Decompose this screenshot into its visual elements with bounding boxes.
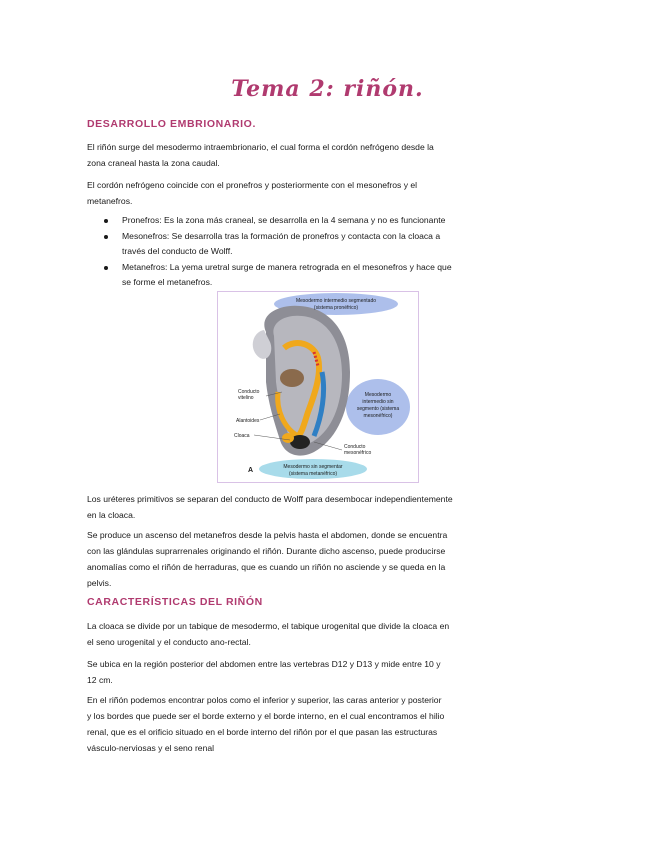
label-pronefrico-sub: (sistema pronéfrico) xyxy=(313,305,359,311)
label-mesonefrico: Mesodermo xyxy=(364,392,392,398)
text-line: el seno urogenital y el conducto ano-rectal. xyxy=(87,637,251,647)
paragraph-cordon xyxy=(87,177,527,209)
label-mesonefrico-2: intermedio sin xyxy=(362,399,394,405)
embryo-figure xyxy=(217,291,419,483)
text-line: con las glándulas suprarrenales originando el riñón. Durante dicho ascenso, puede producirse xyxy=(87,546,446,556)
section-heading-desarrollo: DESARROLLO EMBRIONARIO. xyxy=(87,118,256,130)
label-alantoides: Alantoides xyxy=(236,418,260,424)
text-line: en la cloaca. xyxy=(87,510,136,520)
text-line: Pronefros: Es la zona más craneal, se desarrolla en la 4 semana y no es funcionante xyxy=(122,215,446,225)
label-mesonefrico-3: segmento (sistema xyxy=(356,406,400,412)
text-line: vásculo-nerviosas y el seno renal xyxy=(87,743,215,753)
text-line: 12 cm. xyxy=(87,675,113,685)
text-line: En el riñón podemos encontrar polos como el inferior y superior, las caras anterior y posterior xyxy=(87,695,442,705)
paragraph-polos xyxy=(87,692,527,756)
text-line: Metanefros: La yema uretral surge de manera retrograda en el mesonefros y hace que xyxy=(122,261,452,272)
paragraph-ureteres xyxy=(87,491,527,523)
list-item xyxy=(87,213,527,229)
text-line: Se ubica en la región posterior del abdomen entre las vertebras D12 y D13 y mide entre 10 y xyxy=(87,659,441,669)
label-panel-a: A xyxy=(248,467,254,474)
label-mesonefrico-4: mesonéfrico) xyxy=(363,413,393,419)
text-line: renal, que es el orificio situado en el borde interno del riñón por el que pasan las estructuras xyxy=(87,727,438,737)
paragraph-ascenso xyxy=(87,527,527,591)
text-line: través del conducto de Wolff. xyxy=(122,246,233,256)
label-conducto-vitelino-sub: vitelino xyxy=(238,395,254,401)
list-item xyxy=(87,229,527,260)
text-line: anomalías como el riñón de herraduras, que es cuando un riñón no asciende y se queda en la xyxy=(87,562,446,572)
text-line: La cloaca se divide por un tabique de mesodermo, el tabique urogenital que divide la cloaca en xyxy=(87,621,450,631)
page-title: Tema 2: riñón. xyxy=(231,76,424,102)
text-line: El cordón nefrógeno coincide con el pronefros y posteriormente con el mesonefros y el xyxy=(87,180,418,190)
label-conducto-vitelino: Conducto xyxy=(238,389,260,395)
list-item xyxy=(87,260,527,291)
bullet-icon xyxy=(104,266,108,270)
text-line: se forme el metanefros. xyxy=(122,277,213,287)
text-line: Se produce un ascenso del metanefros desde la pelvis hasta el abdomen, donde se encuentra xyxy=(87,530,448,540)
label-metanefrico: Mesodermo sin segmentar xyxy=(283,464,343,470)
paragraph-cloaca xyxy=(87,618,527,650)
text-line: El riñón surge del mesodermo intraembrionario, el cual forma el cordón nefrógeno desde la xyxy=(87,142,434,152)
text-line: metanefros. xyxy=(87,196,133,206)
label-metanefrico-sub: (sistema metanéfrico) xyxy=(288,471,338,477)
bullet-icon xyxy=(104,219,108,223)
bullet-icon xyxy=(104,235,108,239)
label-cloaca: Cloaca xyxy=(234,433,250,439)
text-line: Mesonefros: Se desarrolla tras la formación de pronefros y contacta con la cloaca a xyxy=(122,230,441,241)
label-conducto-mesonefrico: Conducto xyxy=(344,444,366,450)
section-heading-caracteristicas: CARACTERÍSTICAS DEL RIÑÓN xyxy=(87,596,263,608)
text-line: pelvis. xyxy=(87,578,112,588)
paragraph-origen xyxy=(87,139,527,171)
text-line: y los bordes que puede ser el borde externo y el borde interno, en el cual encontramos el hilio xyxy=(87,711,445,721)
embryo-illustration xyxy=(218,292,418,482)
text-line: zona craneal hasta la zona caudal. xyxy=(87,158,220,168)
nefros-list xyxy=(87,213,527,291)
label-pronefrico: Mesodermo intermedio segmentado xyxy=(295,298,377,304)
label-conducto-mesonefrico-sub: mesonéfrico xyxy=(344,450,372,456)
text-line: Los uréteres primitivos se separan del conducto de Wolff para desembocar independientemente xyxy=(87,494,453,504)
paragraph-ubicacion xyxy=(87,656,527,688)
